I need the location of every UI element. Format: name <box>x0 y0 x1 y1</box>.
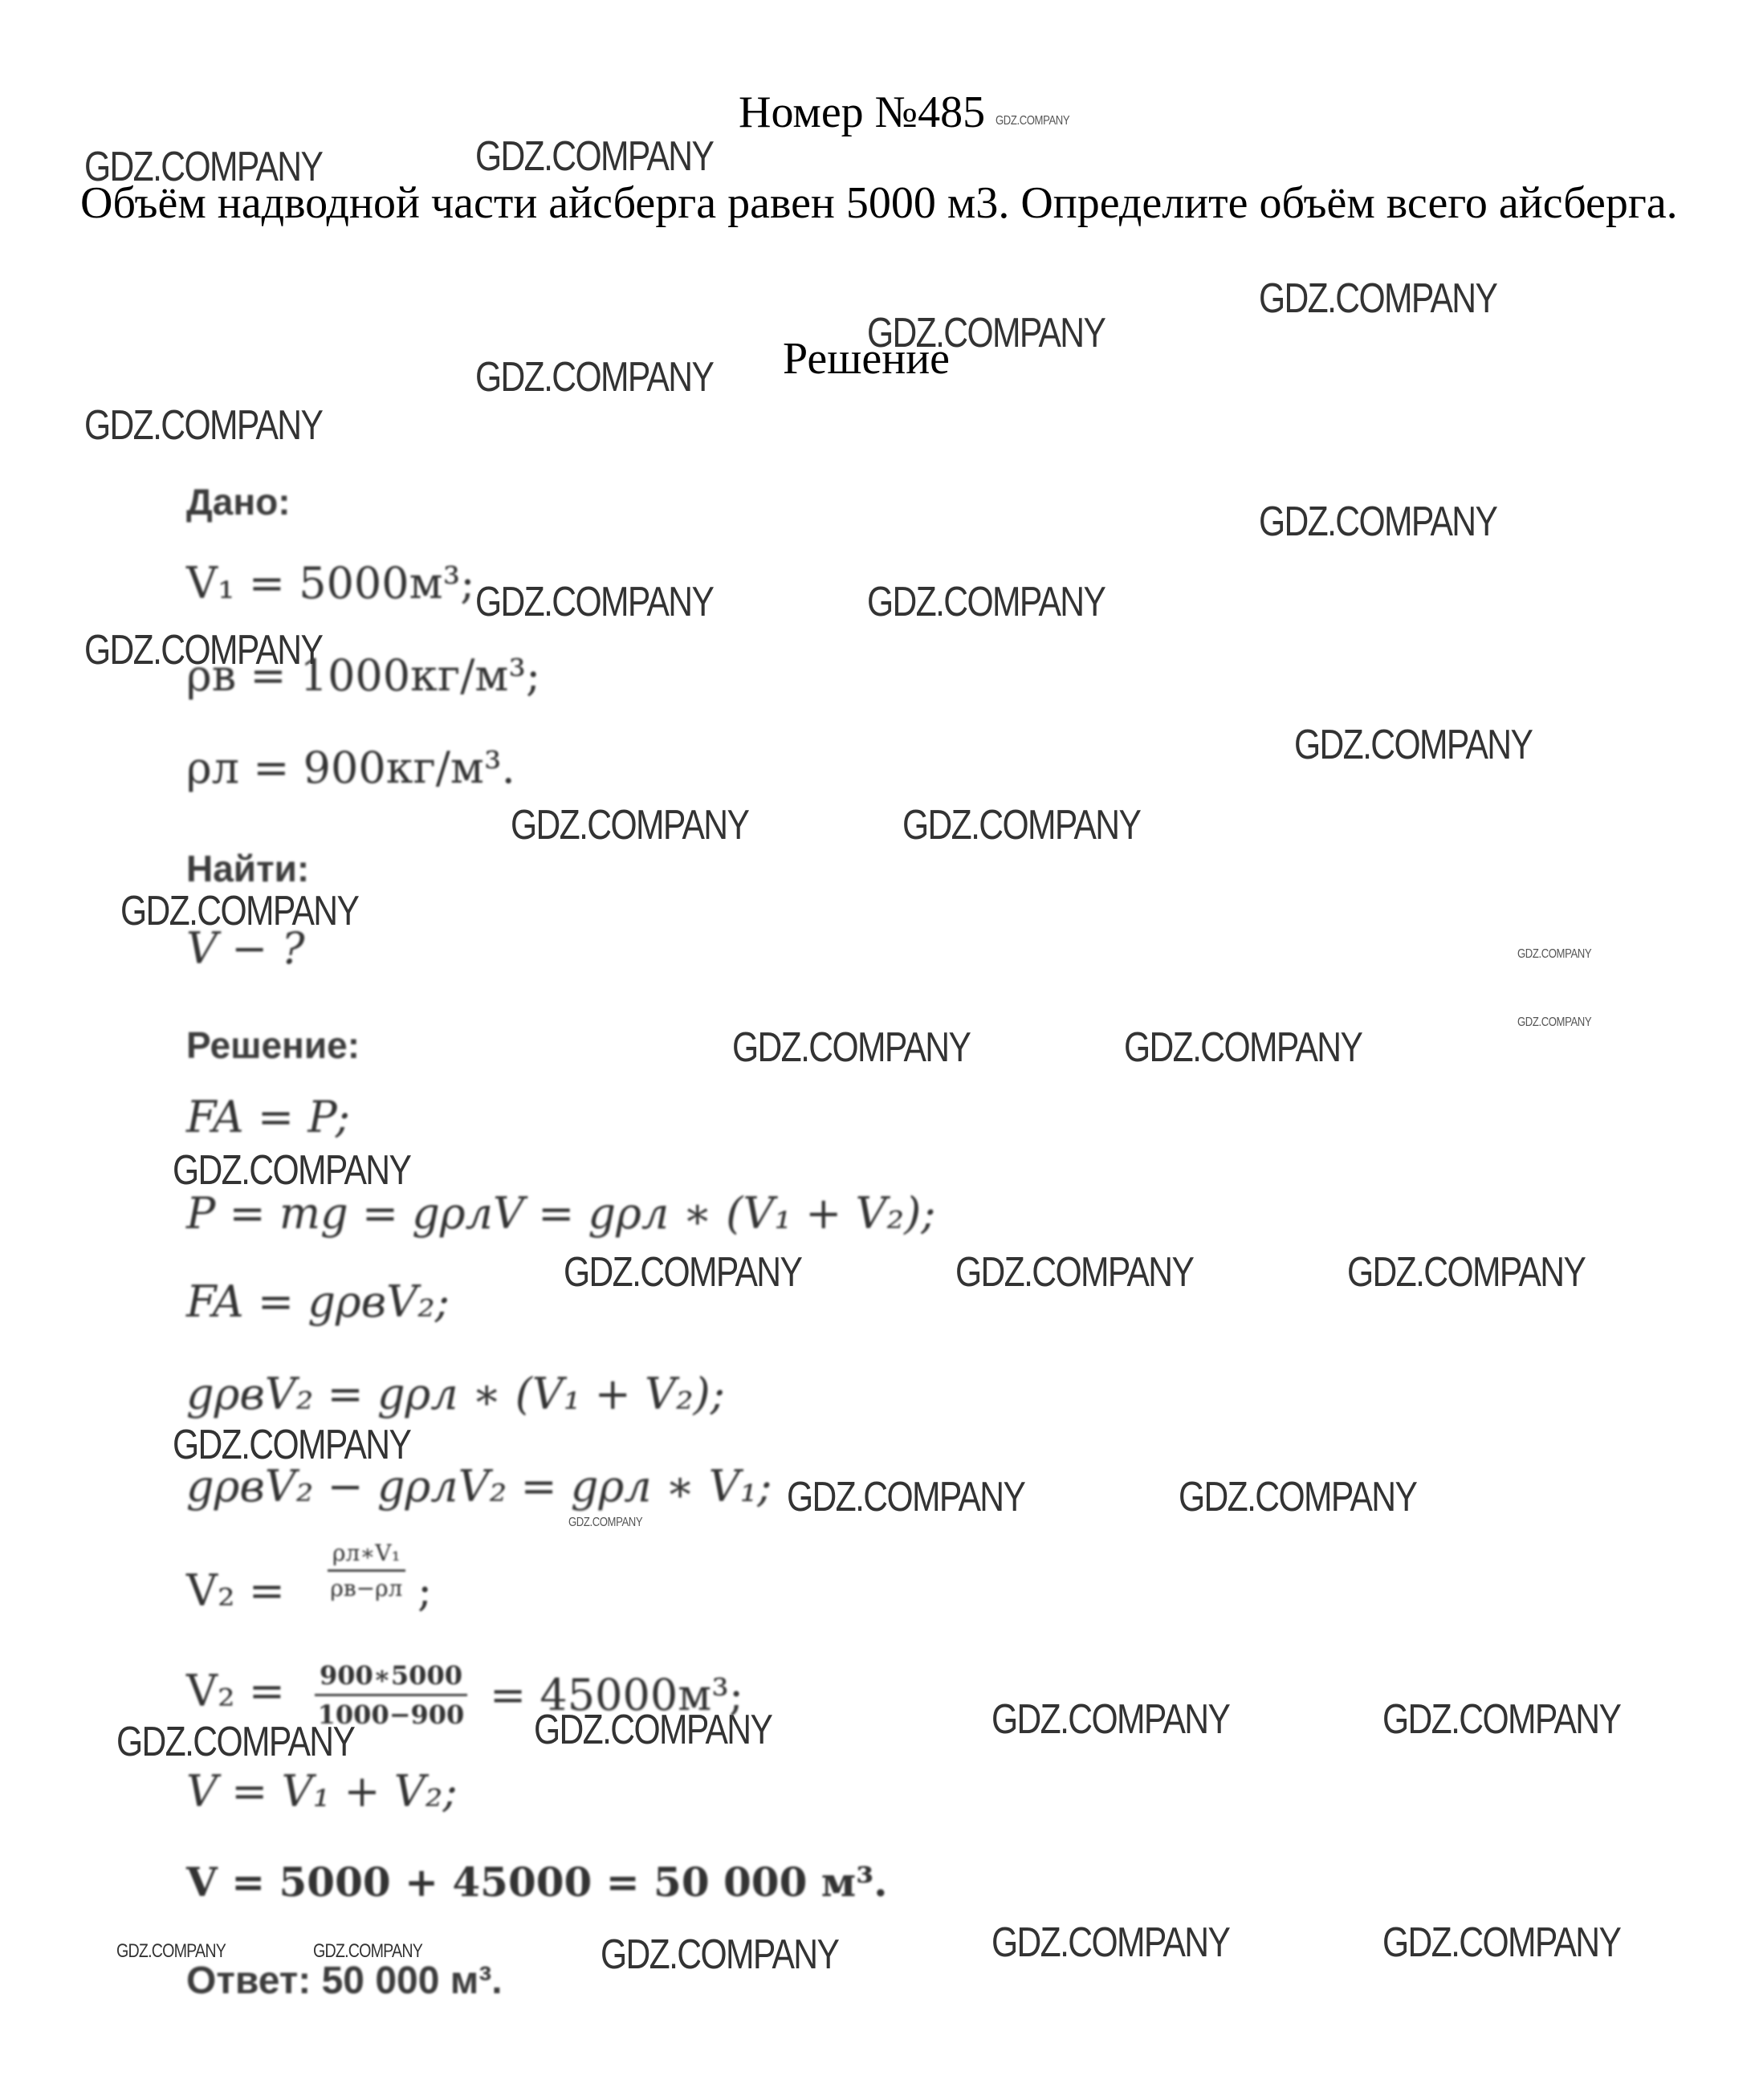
frac2-tail: = 45000м³; <box>490 1670 744 1720</box>
watermark: GDZ.COMPANY <box>996 114 1070 128</box>
watermark: GDZ.COMPANY <box>1517 947 1592 961</box>
calc-line: V = 5000 + 45000 = 50 000 м³. <box>186 1858 888 1906</box>
sum-line: V = V₁ + V₂; <box>186 1766 458 1817</box>
frac2-lhs: V₂ = <box>186 1666 286 1716</box>
watermark: GDZ.COMPANY <box>475 579 714 625</box>
watermark: GDZ.COMPANY <box>1294 722 1533 768</box>
find-label: Найти: <box>186 848 310 889</box>
watermark: GDZ.COMPANY <box>511 802 749 849</box>
given-label: Дано: <box>186 481 291 523</box>
watermark: GDZ.COMPANY <box>475 133 714 180</box>
watermark: GDZ.COMPANY <box>955 1249 1194 1296</box>
watermark: GDZ.COMPANY <box>173 1422 411 1468</box>
frac1 <box>328 1540 405 1601</box>
step-5: gρвV₂ − gρлV₂ = gρл ∗ V₁; <box>186 1461 772 1512</box>
solution-label: Решение: <box>186 1024 360 1066</box>
watermark: GDZ.COMPANY <box>867 310 1105 356</box>
frac1-numerator: ρл∗V₁ <box>328 1540 405 1572</box>
watermark: GDZ.COMPANY <box>867 579 1105 625</box>
watermark: GDZ.COMPANY <box>1382 1919 1621 1966</box>
task-text: Объём надводной части айсберга равен 5000 м3. Определите объём всего айсберга. <box>80 178 1678 228</box>
frac1-lhs: V₂ = <box>186 1565 286 1616</box>
watermark: GDZ.COMPANY <box>84 627 323 674</box>
step-1: FA = P; <box>186 1092 350 1142</box>
given-line-1: V₁ = 5000м³; <box>186 558 475 608</box>
watermark: GDZ.COMPANY <box>1259 275 1497 322</box>
watermark: GDZ.COMPANY <box>1179 1474 1417 1520</box>
frac2-denominator: 1000−900 <box>317 1699 465 1730</box>
watermark: GDZ.COMPANY <box>475 354 714 401</box>
watermark: GDZ.COMPANY <box>568 1516 643 1529</box>
watermark: GDZ.COMPANY <box>991 1919 1230 1966</box>
frac2-numerator: 900∗5000 <box>315 1660 467 1696</box>
watermark: GDZ.COMPANY <box>991 1696 1230 1743</box>
frac1-tail: ; <box>417 1565 433 1616</box>
watermark: GDZ.COMPANY <box>1517 1015 1592 1029</box>
frac1-denominator: ρв−ρл <box>330 1575 403 1601</box>
watermark: GDZ.COMPANY <box>902 802 1141 849</box>
watermark: GDZ.COMPANY <box>173 1147 411 1194</box>
watermark: GDZ.COMPANY <box>534 1707 772 1753</box>
watermark: GDZ.COMPANY <box>84 144 323 190</box>
watermark: GDZ.COMPANY <box>1382 1696 1621 1743</box>
answer-line: Ответ: 50 000 м³. <box>186 1960 503 2002</box>
watermark: GDZ.COMPANY <box>1259 499 1497 545</box>
watermark: GDZ.COMPANY <box>787 1474 1025 1520</box>
step-4: gρвV₂ = gρл ∗ (V₁ + V₂); <box>186 1369 725 1419</box>
watermark: GDZ.COMPANY <box>116 1940 226 1962</box>
watermark: GDZ.COMPANY <box>313 1940 423 1962</box>
solution-heading: Решение <box>783 334 951 384</box>
watermark: GDZ.COMPANY <box>1124 1024 1362 1071</box>
watermark: GDZ.COMPANY <box>1347 1249 1586 1296</box>
find-line: V − ? <box>186 923 305 974</box>
watermark: GDZ.COMPANY <box>732 1024 971 1071</box>
given-line-2: ρв = 1000кг/м³; <box>186 650 541 701</box>
step-3: FA = gρвV₂; <box>186 1276 450 1327</box>
watermark: GDZ.COMPANY <box>120 888 359 934</box>
watermark: GDZ.COMPANY <box>601 1931 839 1978</box>
watermark: GDZ.COMPANY <box>84 402 323 449</box>
page-title: Номер №485 <box>739 88 986 137</box>
given-line-3: ρл = 900кг/м³. <box>186 743 515 793</box>
watermark: GDZ.COMPANY <box>116 1719 355 1765</box>
step-2: P = mg = gρлV = gρл ∗ (V₁ + V₂); <box>186 1188 936 1239</box>
watermark: GDZ.COMPANY <box>564 1249 802 1296</box>
